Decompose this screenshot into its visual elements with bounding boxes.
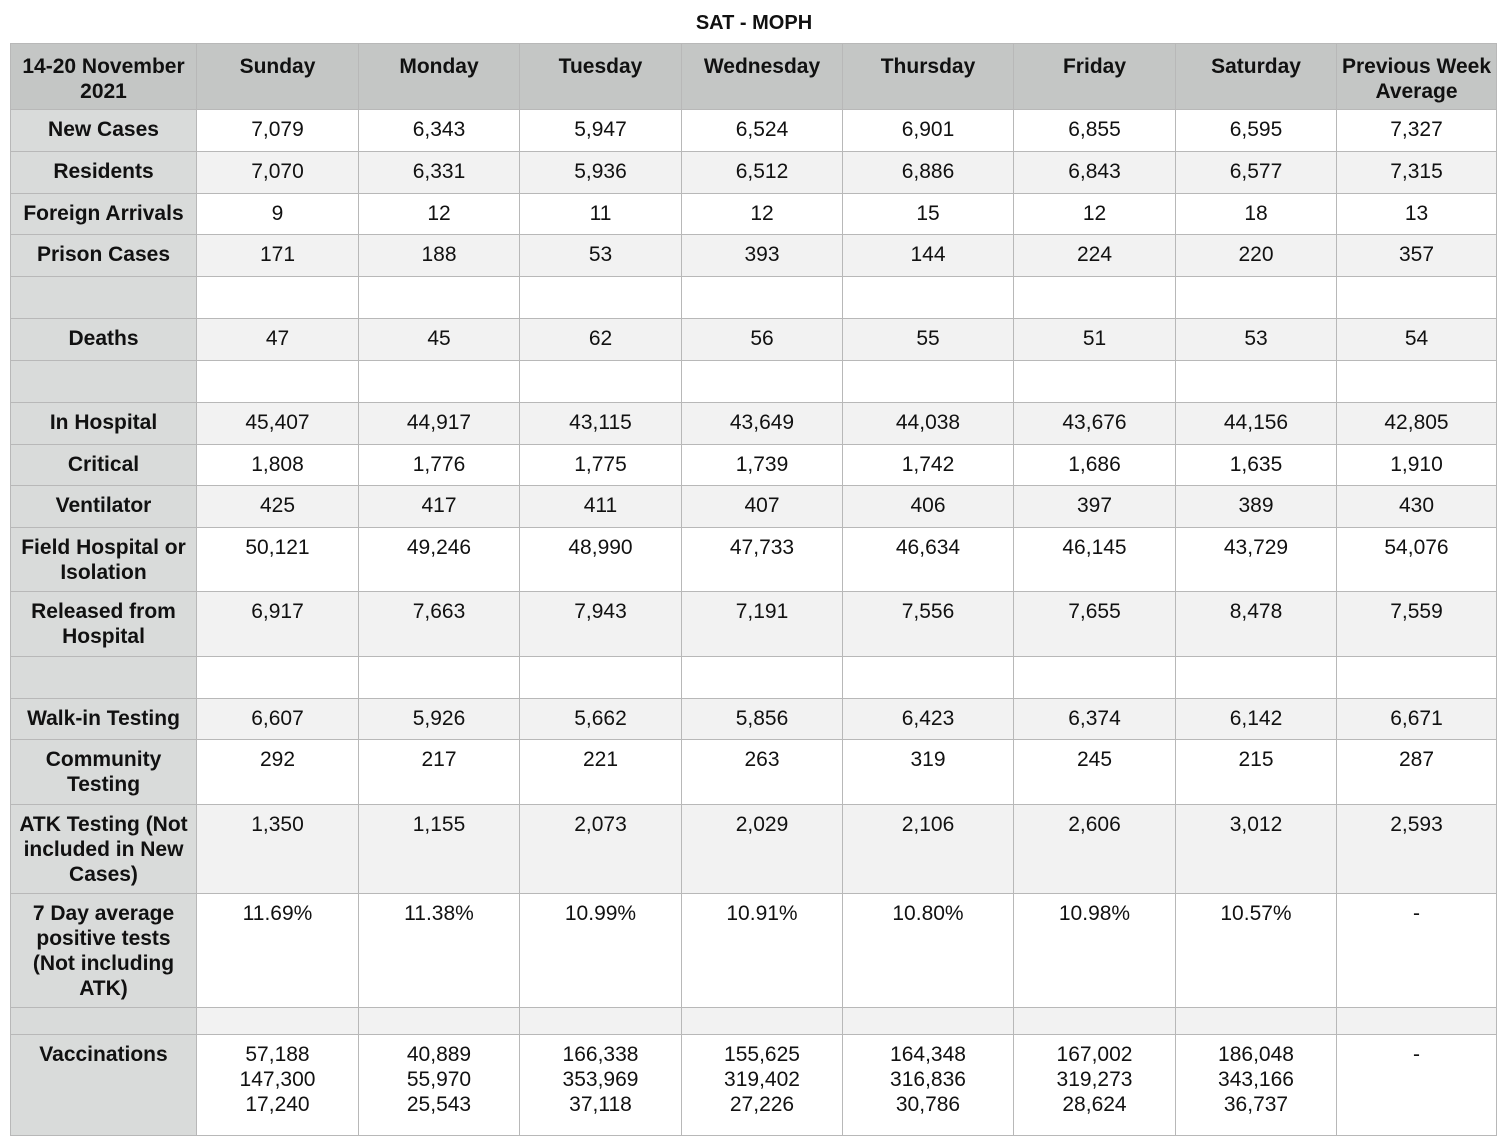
table-cell	[843, 277, 1014, 319]
table-cell	[843, 361, 1014, 403]
table-cell: 425	[197, 486, 359, 528]
table-cell	[682, 361, 843, 403]
table-cell	[359, 657, 520, 699]
table-cell: 2,106	[843, 805, 1014, 894]
table-cell	[359, 1035, 520, 1136]
table-cell: 7,191	[682, 592, 843, 657]
table-cell	[359, 1008, 520, 1035]
cell-line: 27,226	[729, 1093, 795, 1116]
table-cell: 50,121	[197, 528, 359, 592]
table-cell: 430	[1337, 486, 1497, 528]
table-row	[11, 1035, 1497, 1136]
table-row	[11, 592, 1497, 657]
table-cell: 417	[359, 486, 520, 528]
table-cell: 217	[359, 740, 520, 805]
table-row	[11, 894, 1497, 1008]
table-row	[11, 319, 1497, 361]
table-row	[11, 235, 1497, 277]
table-cell: 245	[1014, 740, 1176, 805]
page-title: SAT - MOPH	[695, 12, 813, 34]
row-label: Released from Hospital	[11, 592, 197, 657]
table-cell: 3,012	[1176, 805, 1337, 894]
table-cell: 7,327	[1337, 110, 1497, 152]
table-cell: 7,070	[197, 152, 359, 194]
table-cell: 11	[520, 194, 682, 235]
table-cell	[1014, 1008, 1176, 1035]
table-cell: 7,559	[1337, 592, 1497, 657]
table-cell	[520, 1008, 682, 1035]
table-cell: 51	[1014, 319, 1176, 361]
table-cell	[1014, 361, 1176, 403]
table-row	[11, 194, 1497, 235]
table-cell: 42,805	[1337, 403, 1497, 445]
table-row	[11, 361, 1497, 403]
table-cell: 5,662	[520, 699, 682, 740]
table-cell: 224	[1014, 235, 1176, 277]
table-cell: 44,917	[359, 403, 520, 445]
cell-line: 343,166	[1218, 1068, 1294, 1091]
table-cell: 5,936	[520, 152, 682, 194]
table-cell: 6,512	[682, 152, 843, 194]
table-cell	[520, 361, 682, 403]
table-cell: 53	[1176, 319, 1337, 361]
table-row	[11, 528, 1497, 592]
table-cell	[682, 1008, 843, 1035]
table-cell: 53	[520, 235, 682, 277]
table-cell: 15	[843, 194, 1014, 235]
table-cell	[1176, 1008, 1337, 1035]
table-row	[11, 403, 1497, 445]
table-cell	[1014, 657, 1176, 699]
table-row	[11, 277, 1497, 319]
row-label: Residents	[11, 152, 197, 194]
table-cell: 357	[1337, 235, 1497, 277]
table-cell	[1176, 1035, 1337, 1136]
table-cell: 2,593	[1337, 805, 1497, 894]
header-corner: 14-20 November 2021	[11, 44, 197, 110]
table-row	[11, 152, 1497, 194]
table-cell: 2,606	[1014, 805, 1176, 894]
table-cell	[197, 1035, 359, 1136]
row-label: Walk-in Testing	[11, 699, 197, 740]
table-row	[11, 486, 1497, 528]
cell-line: 55,970	[406, 1068, 472, 1091]
table-cell: 188	[359, 235, 520, 277]
table-cell: 10.99%	[520, 894, 682, 1008]
row-label: New Cases	[11, 110, 197, 152]
table-cell: 6,423	[843, 699, 1014, 740]
table-cell	[1337, 1008, 1497, 1035]
row-label	[11, 277, 197, 319]
table-cell: 7,943	[520, 592, 682, 657]
table-cell	[1176, 277, 1337, 319]
table-cell: 12	[359, 194, 520, 235]
table-cell: 215	[1176, 740, 1337, 805]
table-cell: 43,649	[682, 403, 843, 445]
cell-line: 30,786	[895, 1093, 961, 1116]
header-thursday: Thursday	[843, 44, 1014, 110]
row-label: Vaccinations	[11, 1035, 197, 1136]
table-cell	[520, 1035, 682, 1136]
table-row	[11, 110, 1497, 152]
cell-line: 166,338	[562, 1043, 639, 1066]
row-label: Deaths	[11, 319, 197, 361]
table-cell: -	[1337, 894, 1497, 1008]
table-cell: 5,947	[520, 110, 682, 152]
table-cell: 6,374	[1014, 699, 1176, 740]
table-cell: 7,655	[1014, 592, 1176, 657]
table-cell: 1,350	[197, 805, 359, 894]
table-cell: 1,739	[682, 445, 843, 486]
table-cell: 1,775	[520, 445, 682, 486]
cell-line: 25,543	[406, 1093, 472, 1116]
table-cell	[843, 1035, 1014, 1136]
table-cell: 7,079	[197, 110, 359, 152]
table-cell: 1,776	[359, 445, 520, 486]
row-label	[11, 657, 197, 699]
cell-line: 155,625	[724, 1043, 800, 1066]
table-cell	[843, 1008, 1014, 1035]
table-cell: 47	[197, 319, 359, 361]
row-label: Foreign Arrivals	[11, 194, 197, 235]
cell-line: 57,188	[245, 1043, 310, 1066]
table-cell: -	[1337, 1035, 1497, 1136]
table-cell: 56	[682, 319, 843, 361]
table-cell: 11.38%	[359, 894, 520, 1008]
cell-line: 353,969	[562, 1068, 639, 1091]
table-cell	[197, 277, 359, 319]
cell-line: 316,836	[890, 1068, 966, 1091]
table-cell: 6,607	[197, 699, 359, 740]
table-cell: 47,733	[682, 528, 843, 592]
header-saturday: Saturday	[1176, 44, 1337, 110]
table-cell: 5,856	[682, 699, 843, 740]
table-cell: 44,156	[1176, 403, 1337, 445]
table-row	[11, 740, 1497, 805]
table-cell: 46,634	[843, 528, 1014, 592]
table-cell	[197, 1008, 359, 1035]
row-label: In Hospital	[11, 403, 197, 445]
table-cell	[359, 361, 520, 403]
table-cell: 6,524	[682, 110, 843, 152]
cell-line: 186,048	[1218, 1043, 1294, 1066]
row-label	[11, 1008, 197, 1035]
row-label: Ventilator	[11, 486, 197, 528]
table-cell: 220	[1176, 235, 1337, 277]
table-cell: 1,686	[1014, 445, 1176, 486]
table-cell: 7,663	[359, 592, 520, 657]
table-cell: 6,595	[1176, 110, 1337, 152]
header-tuesday: Tuesday	[520, 44, 682, 110]
table-cell: 144	[843, 235, 1014, 277]
cell-line: 37,118	[569, 1093, 632, 1116]
table-cell: 6,855	[1014, 110, 1176, 152]
row-label: Field Hospital or Isolation	[11, 528, 197, 592]
row-label	[11, 361, 197, 403]
table-row	[11, 445, 1497, 486]
header-previous-week-average: Previous Week Average	[1337, 44, 1497, 110]
table-cell	[520, 657, 682, 699]
table-body	[11, 110, 1497, 1136]
table-cell: 7,315	[1337, 152, 1497, 194]
table-cell: 49,246	[359, 528, 520, 592]
table-cell: 44,038	[843, 403, 1014, 445]
table-cell: 389	[1176, 486, 1337, 528]
table-cell: 6,901	[843, 110, 1014, 152]
row-label: Prison Cases	[11, 235, 197, 277]
table-cell: 292	[197, 740, 359, 805]
table-cell: 6,343	[359, 110, 520, 152]
table-cell: 1,155	[359, 805, 520, 894]
table-cell: 406	[843, 486, 1014, 528]
table-cell	[1337, 657, 1497, 699]
table-cell: 411	[520, 486, 682, 528]
table-row	[11, 657, 1497, 699]
table-cell: 13	[1337, 194, 1497, 235]
table-cell: 12	[1014, 194, 1176, 235]
cell-line: 167,002	[1056, 1043, 1133, 1066]
table-cell	[359, 277, 520, 319]
header-row	[11, 44, 1497, 110]
table-cell: 2,073	[520, 805, 682, 894]
table-cell: 43,676	[1014, 403, 1176, 445]
header-monday: Monday	[359, 44, 520, 110]
table-cell	[197, 657, 359, 699]
table-cell: 46,145	[1014, 528, 1176, 592]
table-cell: 6,917	[197, 592, 359, 657]
table-cell: 8,478	[1176, 592, 1337, 657]
table-cell: 319	[843, 740, 1014, 805]
table-cell: 5,926	[359, 699, 520, 740]
cell-line: 17,240	[245, 1093, 310, 1116]
cell-line: 319,402	[724, 1068, 800, 1091]
table-cell	[1337, 361, 1497, 403]
table-cell: 1,808	[197, 445, 359, 486]
table-cell: 7,556	[843, 592, 1014, 657]
cell-line: 40,889	[406, 1043, 472, 1066]
table-cell	[682, 657, 843, 699]
row-label: Community Testing	[11, 740, 197, 805]
table-cell: 45	[359, 319, 520, 361]
table-cell: 1,635	[1176, 445, 1337, 486]
table-row	[11, 1008, 1497, 1035]
table-cell: 287	[1337, 740, 1497, 805]
table-cell	[682, 1035, 843, 1136]
table-cell: 11.69%	[197, 894, 359, 1008]
table-cell: 171	[197, 235, 359, 277]
table-cell: 10.80%	[843, 894, 1014, 1008]
stats-table	[10, 43, 1497, 1136]
table-cell: 10.98%	[1014, 894, 1176, 1008]
row-label: 7 Day average positive tests (Not including ATK)	[11, 894, 197, 1008]
table-cell	[197, 361, 359, 403]
cell-line: 147,300	[239, 1068, 316, 1091]
table-cell: 43,729	[1176, 528, 1337, 592]
table-cell: 6,843	[1014, 152, 1176, 194]
table-cell: 221	[520, 740, 682, 805]
table-cell: 397	[1014, 486, 1176, 528]
cell-line: 36,737	[1223, 1093, 1289, 1116]
table-cell	[1014, 1035, 1176, 1136]
table-cell	[843, 657, 1014, 699]
header-wednesday: Wednesday	[682, 44, 843, 110]
table-cell: 6,671	[1337, 699, 1497, 740]
table-cell: 43,115	[520, 403, 682, 445]
row-label: Critical	[11, 445, 197, 486]
table-cell: 55	[843, 319, 1014, 361]
table-cell	[682, 277, 843, 319]
table-cell	[1014, 277, 1176, 319]
table-cell	[1176, 657, 1337, 699]
cell-line: 28,624	[1062, 1093, 1127, 1116]
table-cell: 10.57%	[1176, 894, 1337, 1008]
table-cell: 6,331	[359, 152, 520, 194]
table-cell: 393	[682, 235, 843, 277]
table-cell: 407	[682, 486, 843, 528]
table-cell	[1176, 361, 1337, 403]
cell-line: 164,348	[890, 1043, 966, 1066]
table-cell: 6,886	[843, 152, 1014, 194]
table-cell: 6,577	[1176, 152, 1337, 194]
table-cell: 18	[1176, 194, 1337, 235]
table-cell: 62	[520, 319, 682, 361]
row-label: ATK Testing (Not included in New Cases)	[11, 805, 197, 894]
table-cell: 2,029	[682, 805, 843, 894]
table-cell: 48,990	[520, 528, 682, 592]
table-cell: 12	[682, 194, 843, 235]
cell-line: 319,273	[1056, 1068, 1133, 1091]
table-cell: 54,076	[1337, 528, 1497, 592]
header-friday: Friday	[1014, 44, 1176, 110]
table-cell: 6,142	[1176, 699, 1337, 740]
table-cell: 45,407	[197, 403, 359, 445]
table-cell: 54	[1337, 319, 1497, 361]
table-cell	[1337, 277, 1497, 319]
table-cell: 1,910	[1337, 445, 1497, 486]
table-cell: 10.91%	[682, 894, 843, 1008]
table-cell: 263	[682, 740, 843, 805]
table-row	[11, 805, 1497, 894]
header-sunday: Sunday	[197, 44, 359, 110]
table-row	[11, 699, 1497, 740]
table-cell: 1,742	[843, 445, 1014, 486]
table-cell	[520, 277, 682, 319]
table-cell: 9	[197, 194, 359, 235]
